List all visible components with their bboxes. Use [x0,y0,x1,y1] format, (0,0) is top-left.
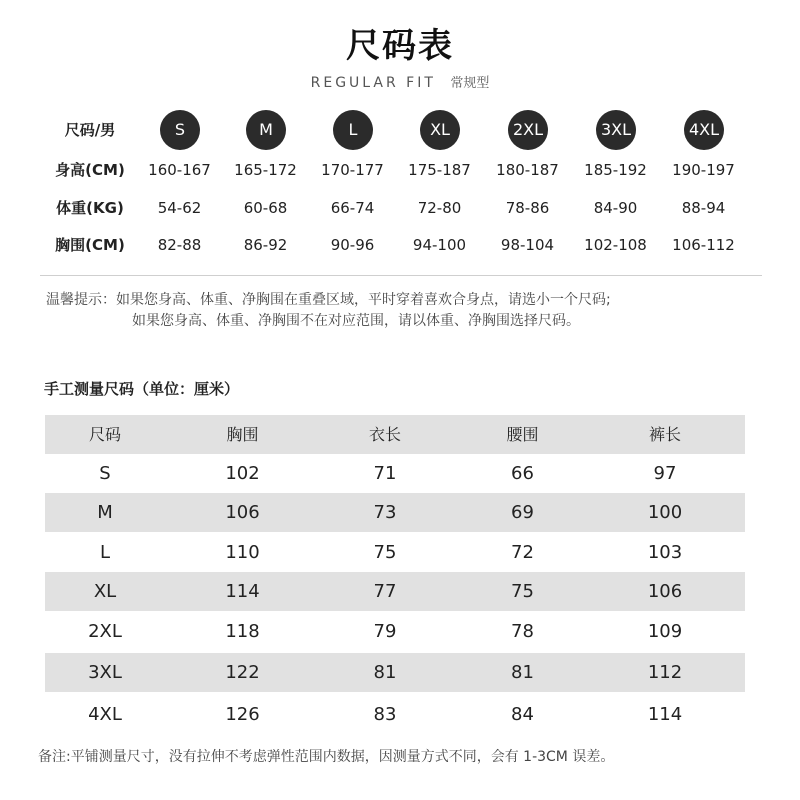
size-row-label: 尺码/男 [64,121,116,139]
height-cell: 165-172 [234,161,297,179]
height-cell: 175-187 [408,161,471,179]
size-badge-4xl: 4XL [684,110,724,150]
cell-chest: 110 [225,542,260,563]
size-badge-m: M [246,110,286,150]
cell-pants-length: 103 [647,542,683,563]
cell-chest: 122 [225,662,260,683]
cell-waist: 69 [511,502,534,523]
chest-cell: 86-92 [243,236,288,254]
weight-cell: 78-86 [505,199,550,217]
weight-cell: 72-80 [417,199,462,217]
size-row [40,110,760,150]
weight-cell: 66-74 [330,199,375,217]
cell-size: L [99,542,111,563]
height-cell: 190-197 [672,161,735,179]
cell-length: 79 [373,621,397,642]
cell-length: 71 [373,463,397,484]
height-cell: 180-187 [496,161,559,179]
table-row [45,572,745,611]
cell-waist: 78 [511,621,534,642]
fit-tip [46,290,611,332]
height-cell: 160-167 [148,161,211,179]
subtitle-english: REGULAR FIT [310,75,436,91]
chest-cell: 106-112 [672,236,735,254]
weight-cell: 54-62 [157,199,202,217]
size-badge-3xl: 3XL [596,110,636,150]
weight-cell: 60-68 [243,199,288,217]
chest-cell: 98-104 [500,236,555,254]
cell-length: 81 [373,662,397,683]
table-row [45,454,745,493]
cell-waist: 81 [511,662,534,683]
size-badge-l: L [333,110,373,150]
table-row [45,695,745,734]
cell-length: 73 [373,502,397,523]
cell-pants-length: 106 [647,581,683,602]
cell-size: 3XL [88,662,122,683]
chest-cell: 82-88 [157,236,202,254]
cell-size: M [97,502,113,523]
header-waist: 腰围 [506,425,539,444]
chest-row-label: 胸围(CM) [55,236,125,254]
cell-pants-length: 112 [647,662,683,683]
chest-cell: 94-100 [412,236,467,254]
weight-row [40,188,760,228]
cell-pants-length: 114 [647,704,683,725]
cell-length: 77 [373,581,397,602]
measurement-note: 备注:平铺测量尺寸，没有拉伸不考虑弹性范围内数据，因测量方式不同，会有 1-3CM 误差。 [38,749,615,765]
page-title: 尺码表 [346,26,454,66]
cell-size: 4XL [88,704,122,725]
table-header-row [45,415,745,454]
chest-cell: 90-96 [330,236,375,254]
section-divider [40,275,762,276]
table-row [45,612,745,651]
cell-chest: 114 [225,581,260,602]
cell-waist: 75 [511,581,534,602]
table-row [45,653,745,692]
cell-size: 2XL [88,621,122,642]
measure-section-title: 手工测量尺码（单位：厘米） [44,380,240,398]
cell-pants-length: 100 [647,502,683,523]
cell-pants-length: 109 [647,621,683,642]
cell-chest: 106 [225,502,260,523]
subtitle-chinese: 常规型 [450,76,490,91]
cell-length: 83 [373,704,397,725]
chest-cell: 102-108 [584,236,647,254]
cell-size: XL [93,581,117,602]
cell-chest: 102 [225,463,260,484]
table-row [45,493,745,532]
size-badge-xl: XL [420,110,460,150]
size-badge-2xl: 2XL [508,110,548,150]
cell-pants-length: 97 [653,463,677,484]
chest-row [40,225,760,265]
height-cell: 170-177 [321,161,384,179]
weight-cell: 88-94 [681,199,726,217]
cell-waist: 66 [511,463,534,484]
cell-chest: 118 [225,621,260,642]
page-subtitle [0,72,800,91]
tip-line-2: 如果您身高、体重、净胸围不在对应范围，请以体重、净胸围选择尺码。 [132,313,580,329]
size-badge-s: S [160,110,200,150]
cell-size: S [99,463,111,484]
cell-waist: 84 [511,704,534,725]
header-length: 衣长 [368,425,401,444]
table-row [45,533,745,572]
header-chest: 胸围 [226,425,259,444]
tip-line-1: 温馨提示：如果您身高、体重、净胸围在重叠区域，平时穿着喜欢合身点，请选小一个尺码; [46,292,611,308]
cell-chest: 126 [225,704,260,725]
height-row [40,150,760,190]
height-row-label: 身高(CM) [55,161,125,179]
height-cell: 185-192 [584,161,647,179]
cell-length: 75 [373,542,397,563]
header-size: 尺码 [88,425,121,444]
weight-cell: 84-90 [593,199,638,217]
header-pants-length: 裤长 [648,425,681,444]
cell-waist: 72 [511,542,534,563]
weight-row-label: 体重(KG) [56,199,124,217]
